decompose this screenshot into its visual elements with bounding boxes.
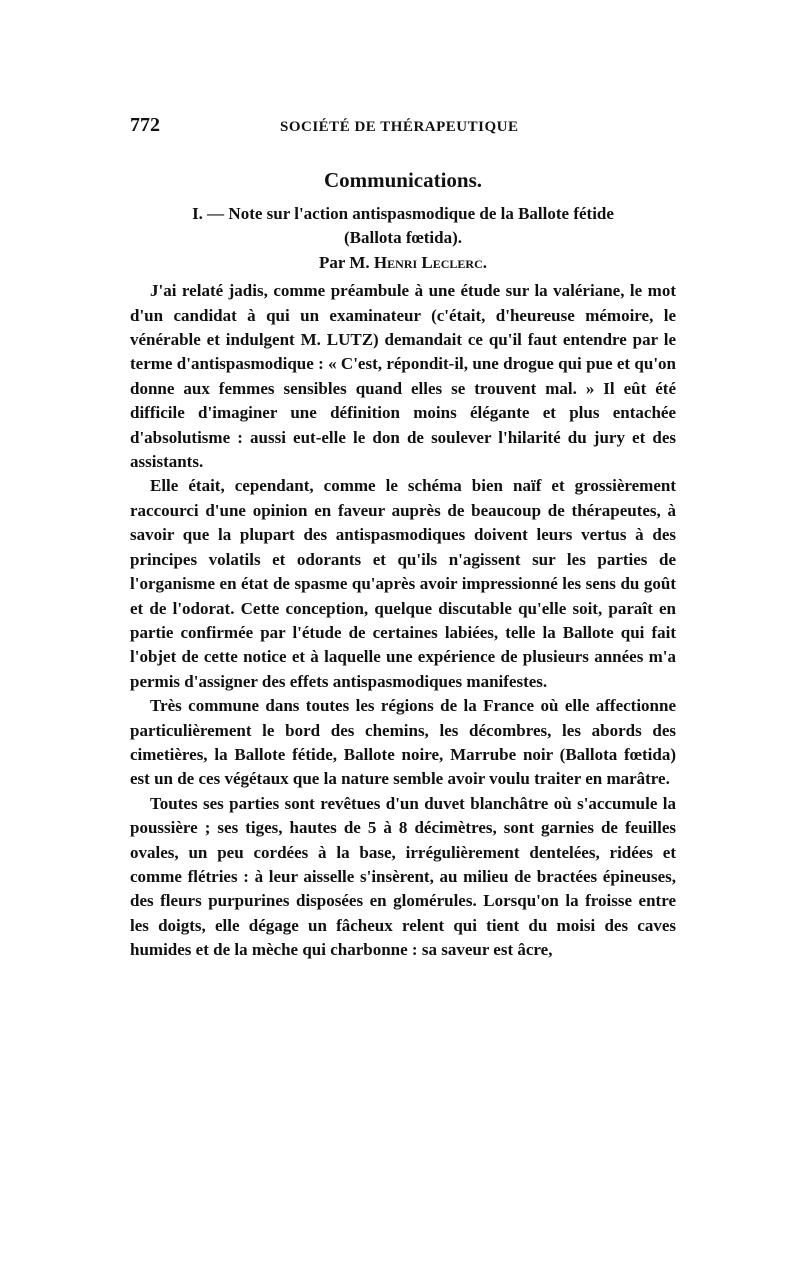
- note-title-line-1: I. — Note sur l'action antispasmodique de la Ballote fétide: [192, 204, 614, 223]
- author-name: Henri Leclerc.: [373, 252, 487, 272]
- body-text: [130, 166, 676, 963]
- section-heading: Communications.: [323, 168, 483, 192]
- byline-prefix: Par M.: [319, 252, 370, 272]
- paragraph-4: Toutes ses parties sont revêtues d'un duvet blanchâtre où s'accumule la poussière ; ses tiges, hautes de 5 à 8 décimètres, sont garnies de feuilles ovales, un peu cordées à la base, irrégulièrement dentelées, ridées et comme flétries : à leur aisselle s'insèrent, au milieu de bractées épineuses, des fleurs purpurines disposées en glomérules. Lorsqu'on la froisse entre les doigts, elle dégage un fâcheux relent qui tient du moisi des caves humides et de la mèche qui charbonne : sa saveur est âcre,: [130, 793, 676, 960]
- paragraph-1: J'ai relaté jadis, comme préambule à une étude sur la valériane, le mot d'un candidat à qui un examinateur (c'était, d'heureuse mémoire, le vénérable et indulgent M. LUTZ) demandait ce qu'il faut entendre par le terme d'antispasmodique : « C'est, répondit-il, une drogue qui pue et qu'on donne aux femmes sensibles quand elles se trouvent mal. » Il eût été difficile d'imaginer une définition moins élégante et plus entachée d'absolutisme : aussi eut-elle le don de soulever l'hilarité du jury et des assistants.: [130, 281, 676, 472]
- byline: [130, 251, 676, 275]
- page-number: 772: [130, 114, 160, 136]
- note-title-line-2: (Ballota fœtida).: [343, 228, 463, 248]
- running-title: SOCIÉTÉ DE THÉRAPEUTIQUE: [280, 119, 519, 135]
- paragraph-2: Elle était, cependant, comme le schéma bien naïf et grossièrement raccourci d'une opinion en faveur auprès de beaucoup de thérapeutes, à savoir que la plupart des antispasmodiques doivent leurs vertus à des principes volatils et odorants et qu'ils n'agissent sur les parties de l'organisme en état de spasme qu'après avoir impressionné les sens du goût et de l'odorat. Cette conception, quelque discutable qu'elle soit, paraît en partie confirmée par l'étude de certaines labiées, telle la Ballote qui fait l'objet de cette notice et à laquelle une expérience de plusieurs années m'a permis d'assigner des effets antispasmodiques manifestes.: [130, 476, 676, 691]
- paragraph-3: Très commune dans toutes les régions de la France où elle affectionne particulièrement le bord des chemins, les décombres, les abords des cimetières, la Ballote fétide, Ballote noire, Marrube noir (Ballota fœtida) est un de ces végétaux que la nature semble avoir voulu traiter en marâtre.: [130, 696, 676, 789]
- running-header: [130, 114, 675, 137]
